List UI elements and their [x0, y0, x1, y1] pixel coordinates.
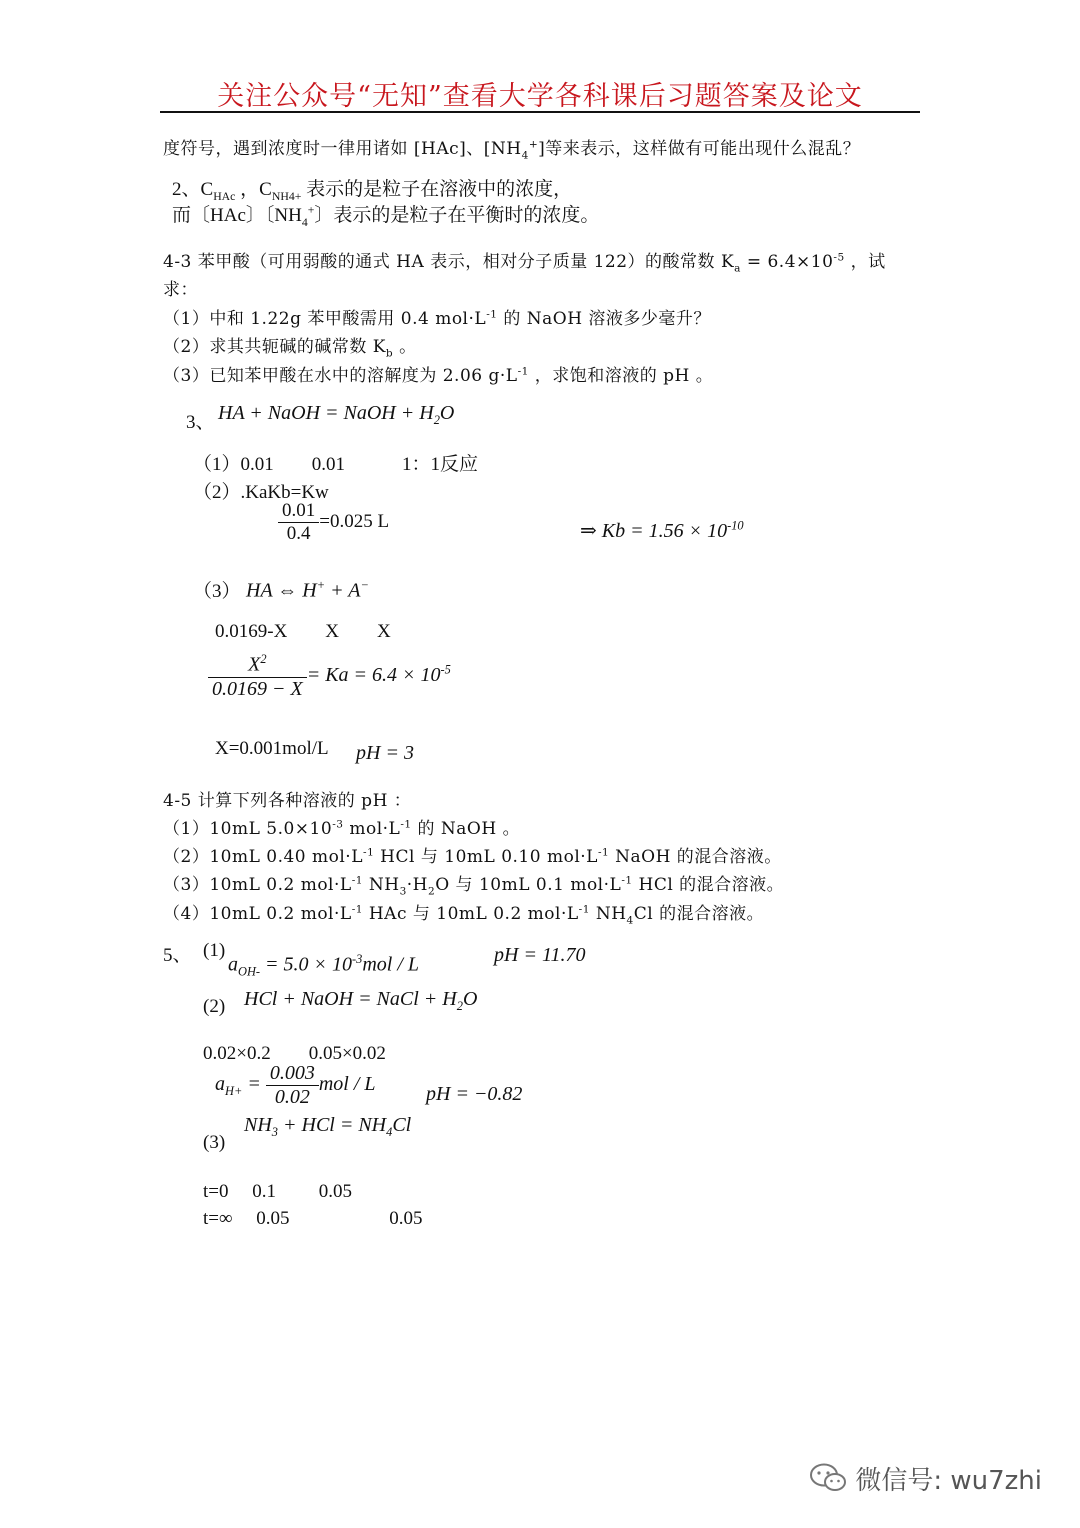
answer-2-line2: 而〔HAc〕〔$NH_4^+$〕表示的是粒子在平衡时的浓度。 — [172, 203, 600, 229]
wechat-watermark — [809, 1460, 1042, 1501]
answer-3-equilibrium-concentrations: 0.0169-X X X — [215, 621, 391, 642]
question-4-3-part1: （1）中和 1.22g 苯甲酸需用 0.4 $mol\cdot L^{-1}$ 的 NaOH 溶液多少毫升？ — [163, 308, 711, 329]
answer-3-number: 3、 — [186, 412, 215, 433]
question-4-5-part1: （1）10mL $5.0\times 10^{-3}$ $mol\cdot L^{-1}$ 的 NaOH 。 — [163, 818, 521, 839]
answer-5-part2-equation: HCl + NaOH = NaCl + $H_2O$ — [244, 988, 478, 1013]
answer-5-part2-activity: $a_{H+}$ = $\frac{0.003}{0.02}$ mol / L — [215, 1062, 376, 1108]
answer-3-kb-result: ⇒ $Kb = 1.56 \times 10^{-10}$ — [580, 518, 744, 542]
header-divider — [160, 111, 920, 113]
question-intro-line: 度符号，遇到浓度时一律用诸如 [HAc]、$[NH_4^+]$等来表示，这样做有可能出现什么混乱？ — [163, 138, 861, 162]
answer-5-part2-label: (2) — [203, 996, 226, 1017]
answer-5-part2-ph: pH = −0.82 — [426, 1083, 523, 1105]
question-4-3-line2: 求： — [163, 280, 198, 300]
answer-5-part3-initial: t=0 0.1 0.05 — [203, 1181, 352, 1202]
answer-5-part3-equation: $NH_3$ + HCl = $NH_4Cl$ — [244, 1114, 412, 1139]
answer-3-part3-label: （3） — [193, 581, 241, 602]
answer-3-ka-expression: $\frac{X^2}{0.0169 - X}$ = $Ka = 6.4 \times 10^{-5}$ — [208, 652, 451, 701]
answer-2-line1: 2、$C_{HAc}$ ，$C_{NH4+}$ 表示的是粒子在溶液中的浓度， — [172, 179, 573, 203]
answer-5-part1-ph: pH = 11.70 — [494, 944, 586, 966]
answer-3-part2: （2）.KaKb=Kw — [193, 482, 329, 503]
question-4-5-part2: （2）10mL 0.40 $mol\cdot L^{-1}$ HCl 与 10mL 0.10 $mol\cdot L^{-1}$ NaOH 的混合溶液。 — [163, 846, 782, 867]
page-header-title: 关注公众号“无知”查看大学各科课后习题答案及论文 — [217, 81, 863, 112]
question-4-5-title: 4-5 计算下列各种溶液的 pH ： — [163, 791, 412, 811]
answer-3-part1: （1）0.01 0.01 1：1反应 — [193, 454, 479, 475]
question-4-3-line1: 4-3 苯甲酸（可用弱酸的通式 HA 表示，相对分子质量 122）的酸常数 $K_a = 6.4\times 10^{-5}$ ，试 — [163, 251, 886, 275]
answer-3-volume-fraction: $\frac{0.01}{0.4}$ =0.025 L — [278, 500, 389, 545]
question-4-5-part3: （3）10mL 0.2 $mol\cdot L^{-1}$ $NH_3\cdot H_2O$ 与 10mL 0.1 $mol\cdot L^{-1}$ HCl 的混合溶液。 — [163, 874, 785, 898]
question-4-5-part4: （4）10mL 0.2 $mol\cdot L^{-1}$ HAc 与 10mL 0.2 $mol\cdot L^{-1}$ $NH_4Cl$ 的混合溶液。 — [163, 903, 765, 927]
answer-3-ph-result: pH = 3 — [356, 742, 414, 764]
answer-5-part3-label: (3) — [203, 1132, 226, 1153]
answer-5-part1-activity: $a_{OH-} = 5.0 \times 10^{-3}mol / L$ — [228, 952, 420, 979]
watermark-text: 微信号: wu7zhi — [855, 1466, 1042, 1496]
answer-3-dissociation-equation: HA ⇔ H+ + A− — [246, 578, 369, 602]
answer-5-number: 5、 — [163, 945, 192, 966]
question-4-3-part2: （2）求其共轭碱的碱常数 $K_b$ 。 — [163, 337, 417, 360]
answer-5-part2-moles: 0.02×0.2 0.05×0.02 — [203, 1043, 386, 1064]
answer-5-part3-final: t=∞ 0.05 0.05 — [203, 1208, 423, 1229]
answer-3-x-result: X=0.001mol/L — [215, 738, 329, 759]
question-4-3-part3: （3）已知苯甲酸在水中的溶解度为 2.06 $g\cdot L^{-1}$ ，求饱和溶液的 pH 。 — [163, 365, 714, 386]
wechat-icon — [809, 1462, 847, 1501]
answer-3-equation: HA + NaOH = NaOH + $H_2O$ — [218, 402, 455, 427]
answer-5-part1-label: (1) — [203, 940, 226, 961]
